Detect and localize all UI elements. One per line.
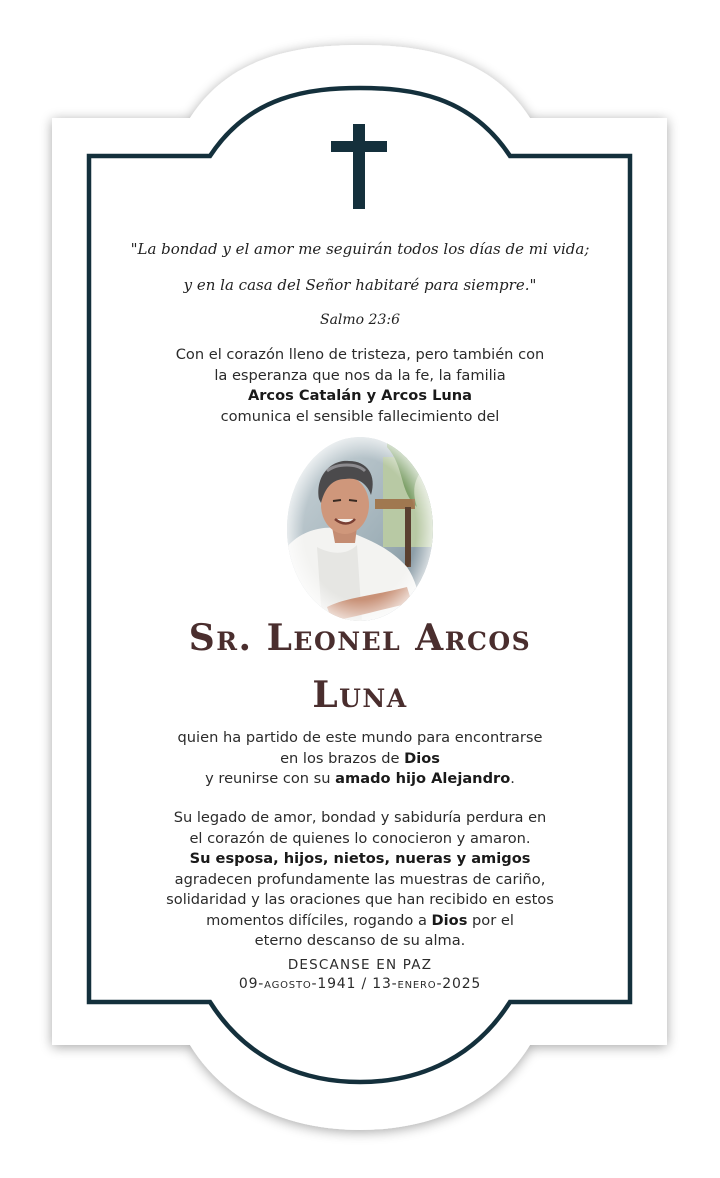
passage-block xyxy=(95,728,625,790)
psalm-reference: Salmo 23:6 xyxy=(319,312,400,328)
legacy-line: solidaridad y las oraciones que han recibido en estos xyxy=(166,891,554,908)
deceased-name-line-2: Luna xyxy=(312,674,408,716)
quote-line-2: y en la casa del Señor habitaré para siempre." xyxy=(183,276,537,294)
announcement-block xyxy=(95,345,625,427)
announcement-line: Con el corazón lleno de tristeza, pero también con xyxy=(175,346,545,363)
passage-line: quien ha partido de este mundo para encontrarse xyxy=(177,729,543,746)
legacy-line: eterno descanso de su alma. xyxy=(254,932,466,949)
portrait-photo xyxy=(287,437,433,621)
legacy-line: Su legado de amor, bondad y sabiduría perdura en xyxy=(173,809,547,826)
legacy-line: momentos difíciles, rogando a Dios por el xyxy=(206,911,514,929)
legacy-line: Su esposa, hijos, nietos, nueras y amigos xyxy=(189,850,531,867)
deceased-name-line-1: Sr. Leonel Arcos xyxy=(188,617,532,659)
passage-line: en los brazos de Dios xyxy=(280,749,440,767)
life-dates: 09-agosto-1941 / 13-enero-2025 xyxy=(238,976,482,992)
announcement-line: comunica el sensible fallecimiento del xyxy=(220,407,500,425)
family-name: Arcos Catalán y Arcos Luna xyxy=(247,387,473,404)
rest-in-peace: DESCANSE EN PAZ xyxy=(287,957,433,973)
legacy-block xyxy=(95,808,625,952)
legacy-line: el corazón de quienes lo conocieron y amaron. xyxy=(189,829,531,847)
announcement-line: la esperanza que nos da la fe, la familia xyxy=(214,366,506,384)
quote-line-1: "La bondad y el amor me seguirán todos los días de mi vida; xyxy=(130,240,590,258)
legacy-line: agradecen profundamente las muestras de cariño, xyxy=(174,870,546,888)
passage-line: y reunirse con su amado hijo Alejandro. xyxy=(205,770,515,787)
